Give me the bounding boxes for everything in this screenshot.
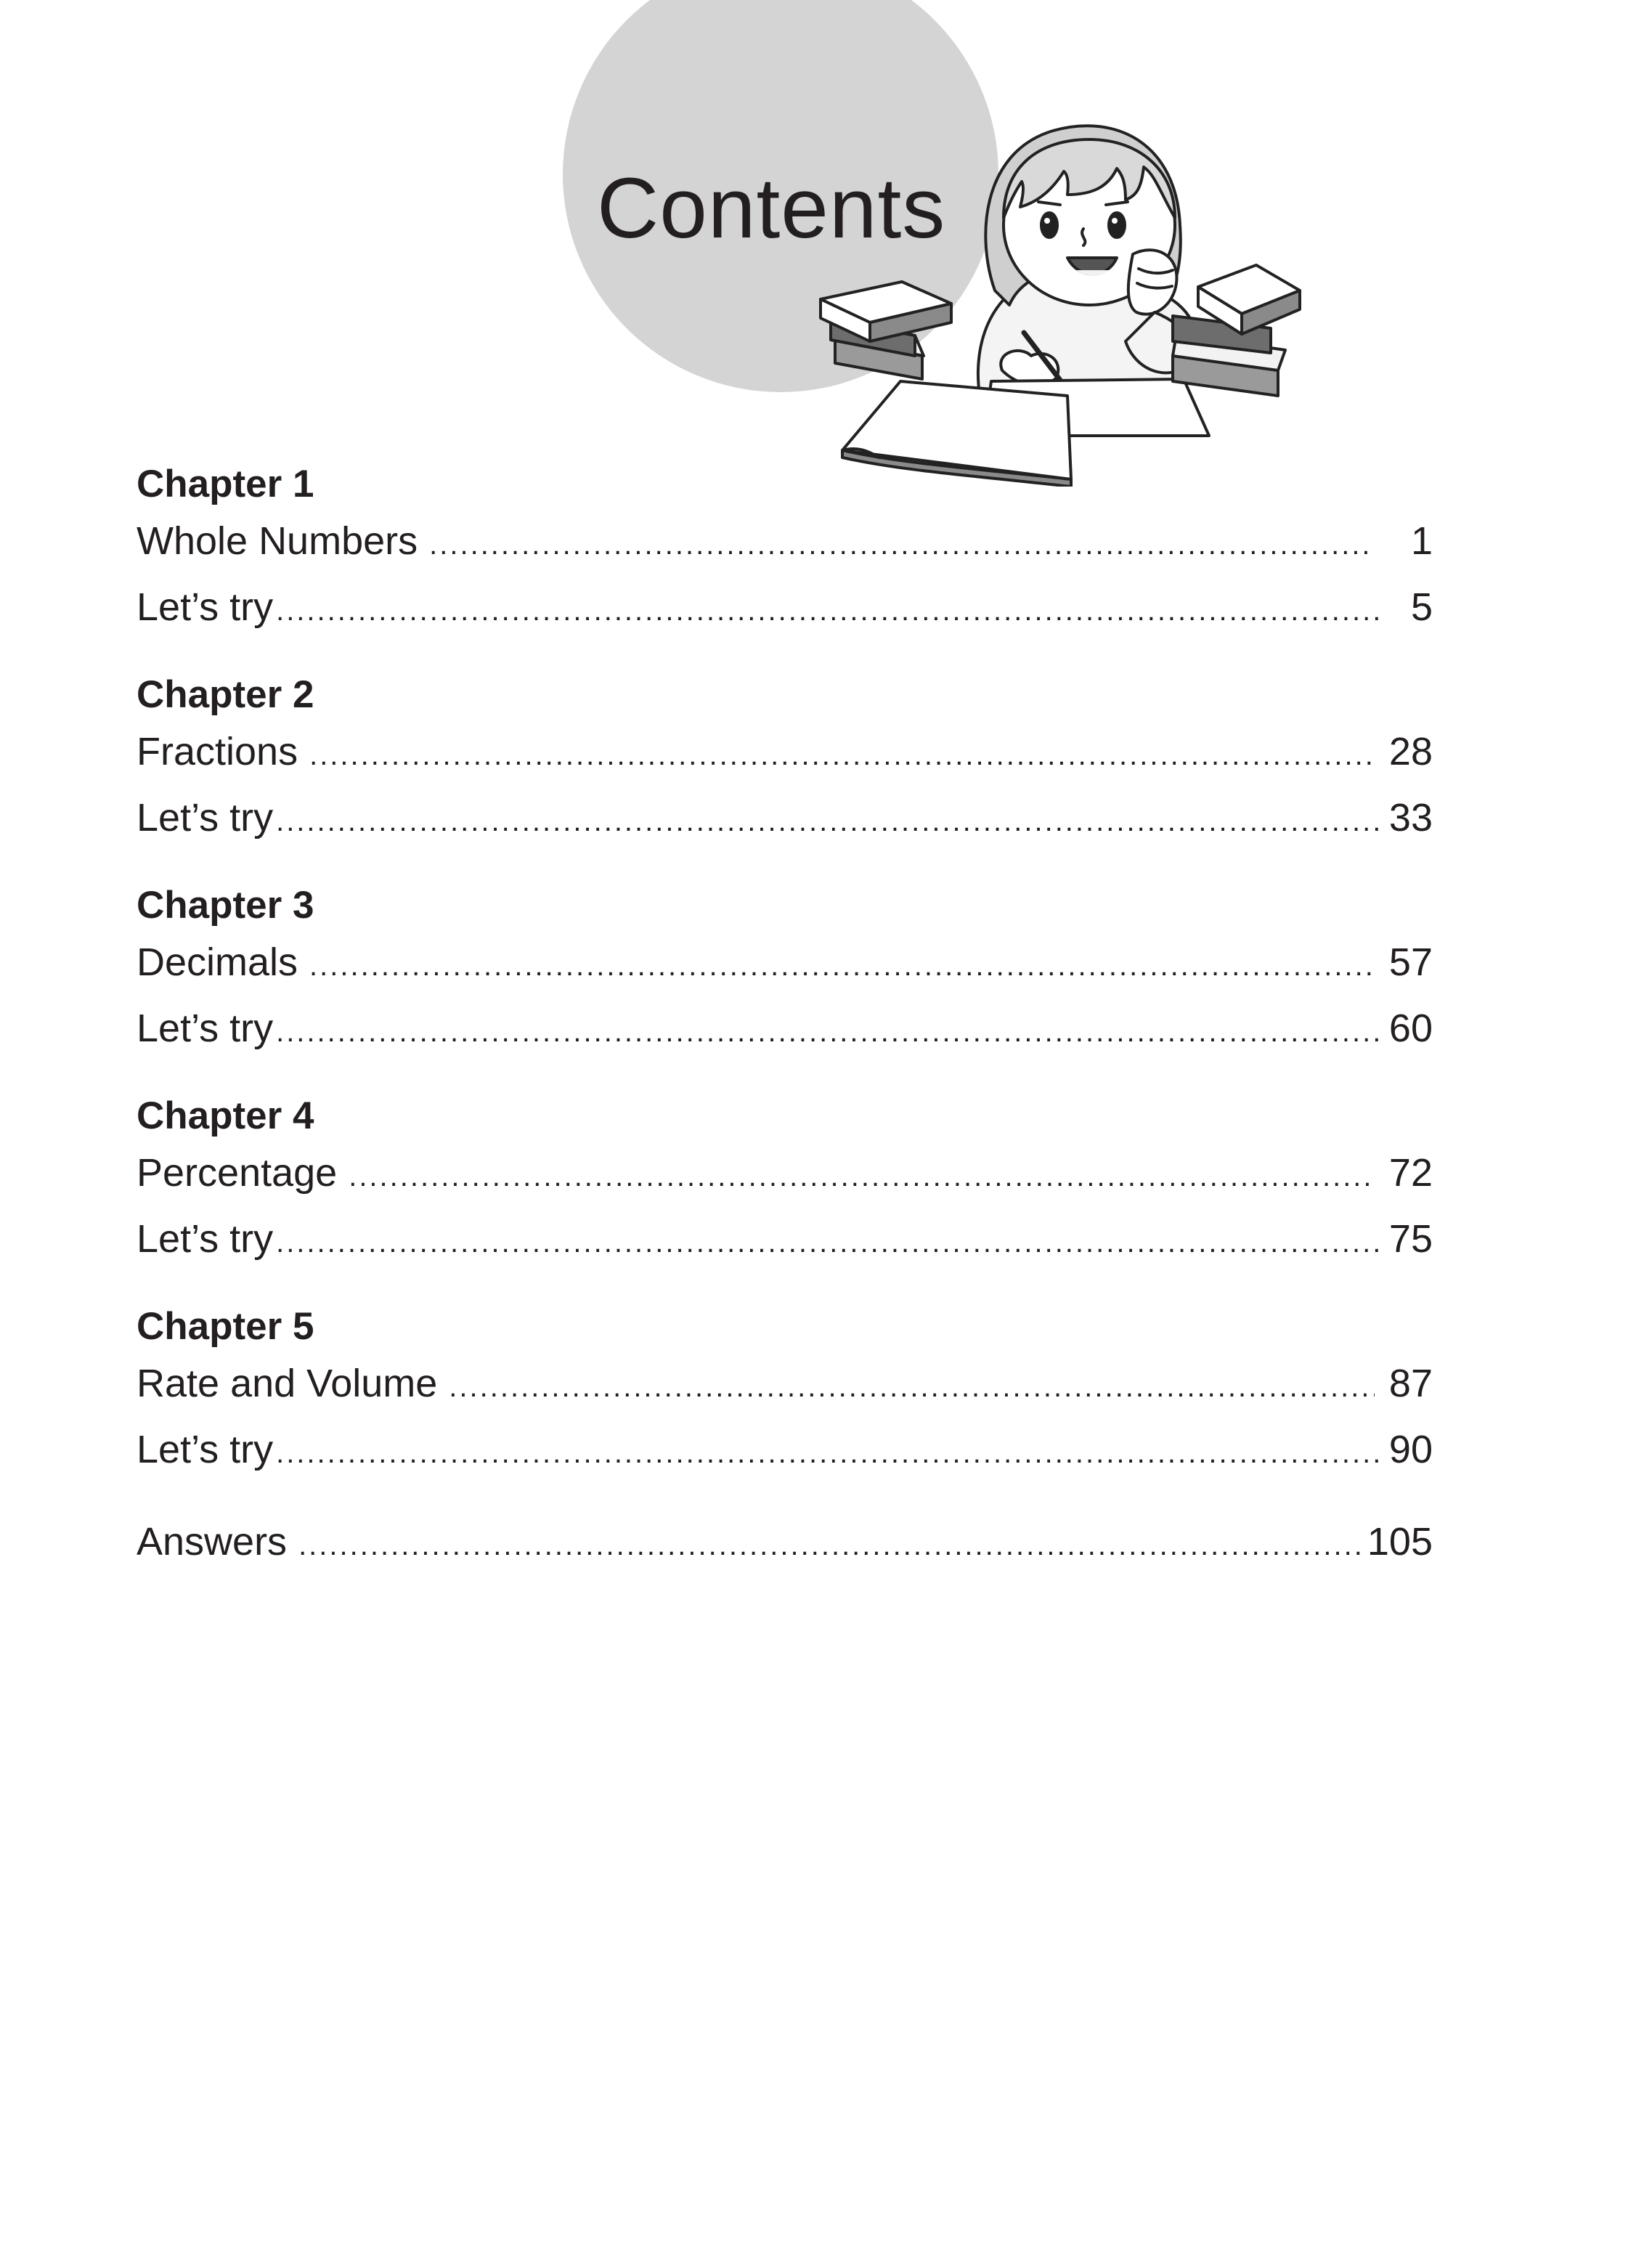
chapter-heading: Chapter 3	[137, 884, 314, 927]
toc-entry-label: Rate and Volume	[137, 1362, 438, 1405]
dot-leader	[276, 1210, 1380, 1276]
dot-leader	[276, 999, 1380, 1065]
toc-entry-page: 57	[1388, 940, 1433, 984]
toc-entry-label: Let’s try	[137, 796, 274, 840]
toc-entry-page: 87	[1388, 1362, 1433, 1405]
dot-leader	[276, 578, 1380, 644]
toc-entry[interactable]	[137, 1140, 1433, 1206]
toc-entry[interactable]	[137, 930, 1433, 996]
table-of-contents	[137, 460, 1433, 1575]
chapter-1-section	[137, 460, 1433, 641]
chapter-5-section	[137, 1303, 1433, 1483]
chapter-3-section	[137, 882, 1433, 1062]
toc-entry-label: Decimals	[137, 940, 298, 984]
toc-entry-page: 5	[1410, 585, 1433, 629]
dot-leader	[298, 1513, 1360, 1579]
dot-leader	[429, 512, 1375, 578]
toc-entry-page: 90	[1388, 1428, 1433, 1471]
toc-entry-label: Let’s try	[137, 1217, 274, 1261]
toc-entry-page: 1	[1410, 519, 1433, 563]
toc-entry-answers[interactable]	[137, 1509, 1433, 1575]
chapter-4-section	[137, 1092, 1433, 1272]
dot-leader	[309, 723, 1375, 789]
toc-entry-page: 105	[1367, 1520, 1433, 1564]
page-title: Contents	[597, 160, 946, 256]
toc-entry-page: 75	[1388, 1217, 1433, 1261]
toc-entry[interactable]	[137, 996, 1433, 1062]
toc-entry[interactable]	[137, 785, 1433, 851]
dot-leader	[276, 1420, 1380, 1487]
chapter-heading: Chapter 5	[137, 1305, 314, 1348]
toc-entry-label: Let’s try	[137, 1428, 274, 1471]
chapter-heading: Chapter 4	[137, 1094, 314, 1137]
toc-entry-label: Fractions	[137, 730, 298, 773]
toc-entry-label: Whole Numbers	[137, 519, 418, 563]
toc-entry[interactable]	[137, 1206, 1433, 1272]
chapter-2-section	[137, 671, 1433, 851]
book-stack-right-icon	[1173, 265, 1300, 396]
toc-entry[interactable]	[137, 1351, 1433, 1417]
toc-entry-page: 28	[1388, 730, 1433, 773]
toc-entry-label: Let’s try	[137, 585, 274, 629]
toc-entry-page: 60	[1388, 1007, 1433, 1050]
chapter-heading: Chapter 1	[137, 463, 314, 505]
header	[0, 0, 1652, 479]
toc-entry-label: Let’s try	[137, 1007, 274, 1050]
toc-entry[interactable]	[137, 719, 1433, 785]
chapter-heading: Chapter 2	[137, 673, 314, 716]
girl-studying-illustration	[813, 109, 1307, 487]
dot-leader	[349, 1144, 1375, 1210]
toc-entry-label: Answers	[137, 1520, 288, 1564]
toc-entry-label: Percentage	[137, 1151, 338, 1195]
toc-entry[interactable]	[137, 508, 1433, 574]
toc-entry[interactable]	[137, 1417, 1433, 1483]
toc-entry-page: 72	[1388, 1151, 1433, 1195]
toc-entry[interactable]	[137, 574, 1433, 641]
dot-leader	[276, 789, 1380, 855]
book-stack-left-icon	[821, 282, 951, 379]
dot-leader	[309, 933, 1375, 999]
dot-leader	[449, 1354, 1375, 1420]
toc-entry-page: 33	[1388, 796, 1433, 840]
